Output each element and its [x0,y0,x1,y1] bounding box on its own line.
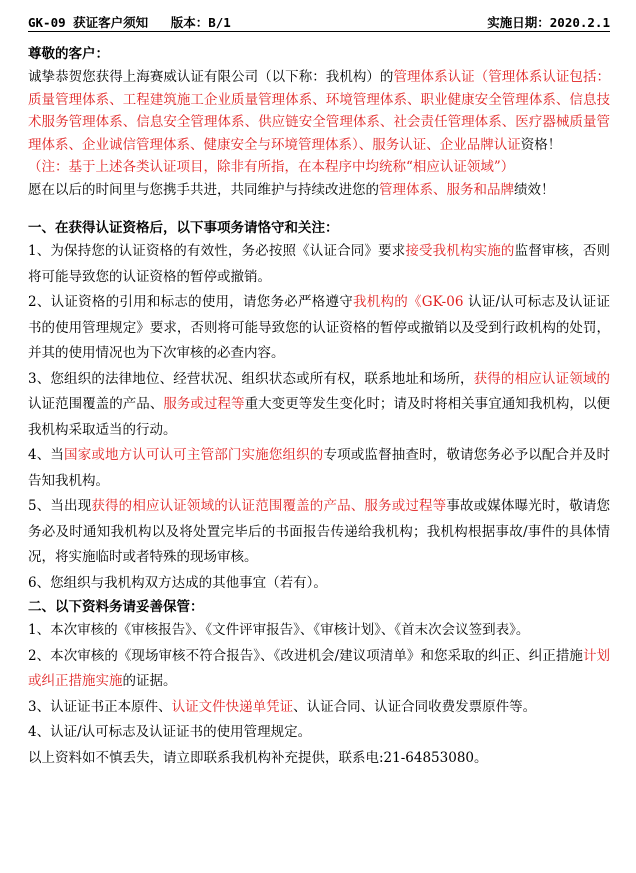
spacer [28,201,610,217]
item-text: 2、认证资格的引用和标志的使用，请您务必严格遵守 [28,294,354,310]
item-text: 重大变更等发生变化时；请及时将相关事宜通知我机构，以便我机构采取适当的行动。 [28,396,611,438]
section2-item-1: 1、本次审核的《审核报告》、《文件评审报告》、《审核计划》、《首末次会议签到表》。 [28,622,530,638]
section1-item-6: 6、您组织与我机构双方达成的其他事宜（若有）。 [28,574,327,591]
header-doc-id-version: GK-09 获证客户须知 版本：B/1 [28,15,231,30]
section2-item-3 [28,695,610,721]
footer-contact-note: 以上资料如不慎丢失，请立即联系我机构补充提供，联系电:21-64853080。 [28,749,488,766]
section1-item-2 [28,290,610,367]
intro-text: 诚挚恭贺您获得上海赛威认证有限公司（以下称：我机构）的 [28,69,394,85]
item-text: 的证据。 [122,673,177,689]
section1-item-1 [28,239,610,290]
section2-title: 二、以下资料务请妥善保管： [28,599,204,615]
salutation: 尊敬的客户： [28,46,109,62]
item-text: 监督审核，否则将可能导致您的认证资格的暂停或撤销。 [28,243,611,285]
item-highlight: 国家或地方认可认可主管部门实施您组织的 [64,447,324,463]
wish-text-end: 绩效！ [514,181,555,198]
item-text: 3、您组织的法律地位、经营状况、组织状态或所有权，联系地址和场所， [28,370,474,387]
intro-note: （注：基于上述各类认证项目，除非有所指，在本程序中均统称“相应认证领域”） [28,159,515,175]
wish-highlight: 管理体系、服务和品牌 [379,181,514,198]
section1-item-4 [28,443,610,494]
header-effective-date: 实施日期：2020.2.1 [487,15,610,30]
item-text: 4、当 [28,447,65,463]
section1-title: 一、在获得认证资格后，以下事项务请恪守和关注： [28,220,339,236]
item-text: 认证/认可标志及认证证书的使用管理规定》要求，否则将可能导致您的认证资格的暂停或撤销以及受到行政机构的处罚，并其的使用情况也为下次审核的必查内容。 [28,294,610,361]
wish-text: 愿在以后的时间里与您携手共进，共同维护与持续改进您的 [28,181,379,198]
item-text: 5、当出现 [28,498,92,514]
item-highlight: 获得的相应认证领域的 [473,370,610,387]
intro-paragraph [28,66,610,156]
document-header [28,11,610,32]
item-highlight: 认证文件快递单凭证 [171,698,294,715]
intro-highlight: 管理体系认证（管理体系认证包括：质量管理体系、工程建筑施工企业质量管理体系、环境管理体系、职业健康安全管理体系、信息技术服务管理体系、信息安全管理体系、供应链安全管理体系、社会责任管理体系、医疗器械质量管理体系、企业诚信管理体系、健康安全与环境管理体系）、服务认证、企业品牌认证 [28,69,611,153]
item-highlight: 服务或过程等 [163,396,245,412]
document-body [28,44,610,771]
item-text: 事故或媒体曝光时，敬请您务必及时通知我机构以及将处置完毕后的书面报告传递给我机构；我机构根据事故/事件的具体情况，将实施临时或者特殊的现场审核。 [28,498,611,565]
item-text: 认证范围覆盖的产品、 [28,396,164,412]
section1-item-3 [28,367,610,444]
item-highlight: 接受我机构实施的 [405,243,515,259]
intro-wish [28,179,610,202]
item-highlight: 我机构的《GK-06 [353,294,464,310]
section2-item-2 [28,644,610,695]
intro-text-end: 资格！ [520,136,562,153]
item-text: 3、认证证书正本原件、 [28,698,172,715]
item-highlight: 计划或纠正措施实施 [28,647,610,689]
item-text: 1、为保持您的认证资格的有效性，务必按照《认证合同》要求 [28,243,406,259]
item-text: 、认证合同、认证合同收费发票原件等。 [293,698,537,715]
section1-item-5 [28,494,610,571]
item-text: 专项或监督抽查时，敬请您务必予以配合并及时告知我机构。 [28,447,611,489]
section2-item-4: 4、认证/认可标志及认证证书的使用管理规定。 [28,724,312,740]
item-text: 2、本次审核的《现场审核不符合报告》、《改进机会/建议项清单》和您采取的纠正、纠正措施 [28,647,583,664]
item-highlight: 获得的相应认证领域的认证范围覆盖的产品、服务或过程等 [91,498,447,514]
